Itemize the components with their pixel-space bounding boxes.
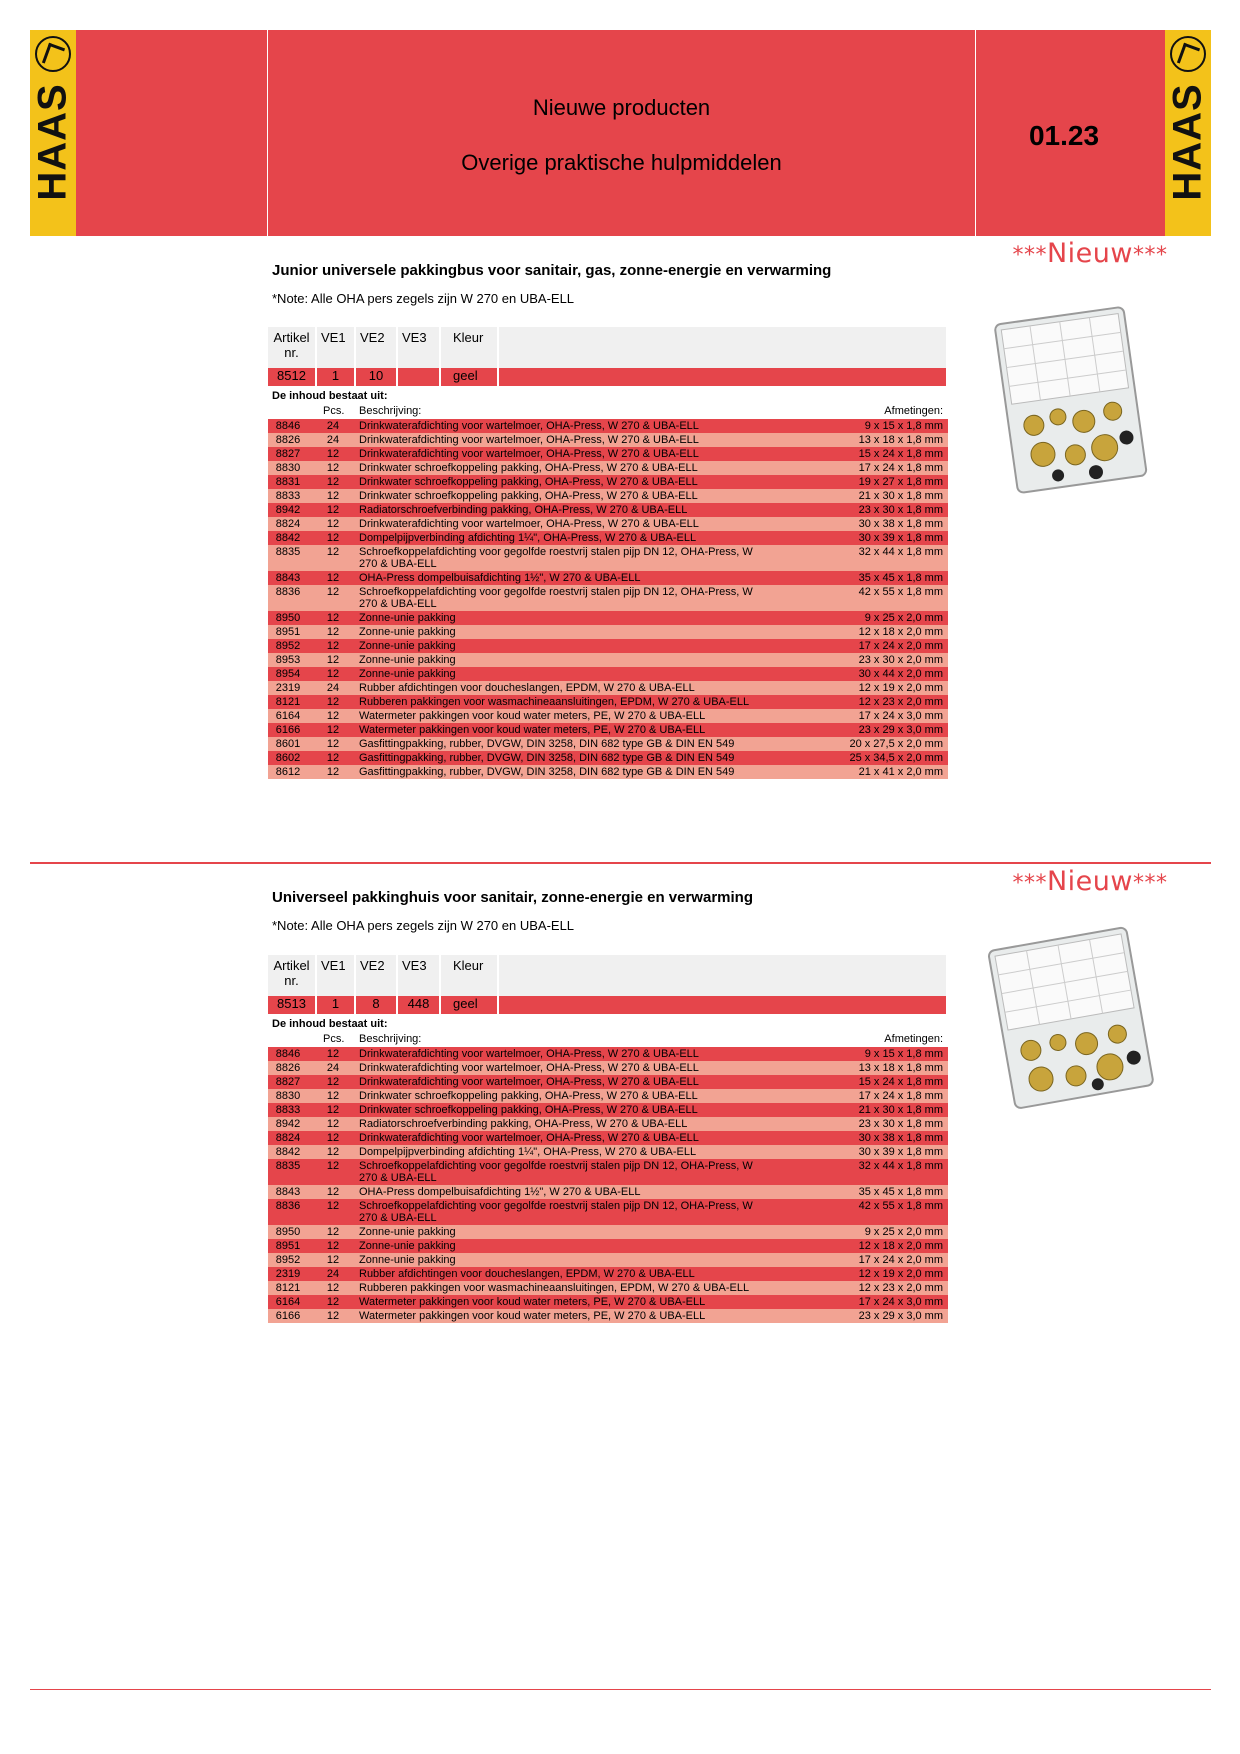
item-article: 8612 (275, 766, 301, 778)
contents-list (268, 1047, 948, 1323)
ve2-value: 8 (355, 996, 397, 1014)
table-row (268, 1131, 948, 1145)
article-table (268, 955, 948, 1014)
item-article: 8833 (275, 1104, 301, 1116)
table-row (268, 1309, 948, 1323)
haas-logo-right (1165, 30, 1211, 236)
item-dimensions: 25 x 34,5 x 2,0 mm (849, 752, 943, 764)
item-dimensions: 42 x 55 x 1,8 mm (858, 586, 943, 598)
section-note: *Note: Alle OHA pers zegels zijn W 270 en UBA-ELL (272, 291, 575, 306)
table-row (268, 1145, 948, 1159)
page-number: 01.23 (1028, 120, 1100, 151)
item-description: Zonne-unie pakking (359, 1226, 456, 1238)
table-row (268, 475, 948, 489)
logo-figure-icon (35, 36, 71, 72)
item-dimensions: 21 x 30 x 1,8 mm (858, 1104, 943, 1116)
item-dimensions: 17 x 24 x 3,0 mm (858, 710, 943, 722)
item-pcs: 12 (326, 1200, 340, 1212)
item-dimensions: 12 x 23 x 2,0 mm (858, 696, 943, 708)
item-pcs: 12 (326, 1296, 340, 1308)
item-description: Gasfittingpakking, rubber, DVGW, DIN 3258, DIN 682 type GB & DIN EN 549 (359, 752, 735, 764)
kleur-value: geel (440, 996, 498, 1014)
item-article: 8842 (275, 532, 301, 544)
item-article: 8833 (275, 490, 301, 502)
item-dimensions: 12 x 19 x 2,0 mm (858, 682, 943, 694)
item-dimensions: 23 x 29 x 3,0 mm (858, 1310, 943, 1322)
table-row (268, 1199, 948, 1225)
item-pcs: 12 (326, 724, 340, 736)
col-pcs: Pcs. (323, 1033, 345, 1045)
item-pcs: 12 (326, 1254, 340, 1266)
item-article: 8835 (275, 546, 301, 558)
item-article: 8942 (275, 1118, 301, 1130)
article-table (268, 327, 948, 386)
item-article: 2319 (275, 1268, 301, 1280)
haas-logo-left (30, 30, 76, 236)
table-row (268, 695, 948, 709)
header-divider (267, 30, 268, 236)
item-description: Drinkwater schroefkoppeling pakking, OHA-Press, W 270 & UBA-ELL (359, 462, 698, 474)
table-row (268, 1239, 948, 1253)
item-dimensions: 30 x 39 x 1,8 mm (858, 1146, 943, 1158)
kleur-value: geel (440, 368, 498, 386)
col-ve1: VE1 (316, 327, 355, 368)
item-description: Drinkwaterafdichting voor wartelmoer, OHA-Press, W 270 & UBA-ELL (359, 1076, 699, 1088)
item-dimensions: 12 x 18 x 2,0 mm (858, 1240, 943, 1252)
item-description: Drinkwaterafdichting voor wartelmoer, OHA-Press, W 270 & UBA-ELL (359, 1048, 699, 1060)
item-description: Schroefkoppelafdichting voor gegolfde roestvrij stalen pijp DN 12, OHA-Press, W 270 & UBA-ELL (359, 586, 753, 610)
item-description: Drinkwaterafdichting voor wartelmoer, OHA-Press, W 270 & UBA-ELL (359, 434, 699, 446)
item-description: Gasfittingpakking, rubber, DVGW, DIN 3258, DIN 682 type GB & DIN EN 549 (359, 766, 735, 778)
item-description: OHA-Press dompelbuisafdichting 1½", W 270 & UBA-ELL (359, 572, 641, 584)
col-kleur: Kleur (440, 955, 498, 996)
item-pcs: 12 (326, 668, 340, 680)
item-article: 6164 (275, 710, 301, 722)
table-row (268, 503, 948, 517)
table-row (268, 419, 948, 433)
item-pcs: 12 (326, 710, 340, 722)
item-dimensions: 32 x 44 x 1,8 mm (858, 546, 943, 558)
item-dimensions: 12 x 19 x 2,0 mm (858, 1268, 943, 1280)
item-article: 8952 (275, 640, 301, 652)
item-description: Drinkwater schroefkoppeling pakking, OHA-Press, W 270 & UBA-ELL (359, 490, 698, 502)
item-pcs: 12 (326, 654, 340, 666)
item-description: OHA-Press dompelbuisafdichting 1½", W 270 & UBA-ELL (359, 1186, 641, 1198)
col-dim: Afmetingen: (884, 1033, 943, 1045)
item-description: Drinkwaterafdichting voor wartelmoer, OHA-Press, W 270 & UBA-ELL (359, 420, 699, 432)
item-dimensions: 15 x 24 x 1,8 mm (858, 1076, 943, 1088)
item-article: 8831 (275, 476, 301, 488)
item-description: Schroefkoppelafdichting voor gegolfde roestvrij stalen pijp DN 12, OHA-Press, W 270 & UBA-ELL (359, 546, 753, 570)
item-article: 8954 (275, 668, 301, 680)
item-description: Radiatorschroefverbinding pakking, OHA-Press, W 270 & UBA-ELL (359, 504, 688, 516)
table-row (268, 751, 948, 765)
item-description: Zonne-unie pakking (359, 626, 456, 638)
item-pcs: 12 (326, 476, 340, 488)
ve1-value: 1 (316, 368, 355, 386)
col-kleur: Kleur (440, 327, 498, 368)
table-row (268, 1089, 948, 1103)
item-dimensions: 19 x 27 x 1,8 mm (858, 476, 943, 488)
item-pcs: 12 (326, 1104, 340, 1116)
col-desc: Beschrijving: (359, 1033, 422, 1045)
logo-text: HAAS (1165, 83, 1210, 201)
col-artikel: Artikel nr. (268, 955, 316, 996)
item-description: Watermeter pakkingen voor koud water meters, PE, W 270 & UBA-ELL (359, 1296, 706, 1308)
item-article: 8826 (275, 1062, 301, 1074)
table-row (268, 1281, 948, 1295)
table-row (268, 517, 948, 531)
item-article: 8836 (275, 586, 301, 598)
item-description: Schroefkoppelafdichting voor gegolfde roestvrij stalen pijp DN 12, OHA-Press, W 270 & UBA-ELL (359, 1160, 753, 1184)
table-row (268, 1159, 948, 1185)
item-dimensions: 9 x 15 x 1,8 mm (864, 1048, 943, 1060)
item-description: Watermeter pakkingen voor koud water meters, PE, W 270 & UBA-ELL (359, 1310, 706, 1322)
item-description: Drinkwaterafdichting voor wartelmoer, OHA-Press, W 270 & UBA-ELL (359, 1132, 699, 1144)
table-row (268, 625, 948, 639)
item-pcs: 12 (326, 532, 340, 544)
item-dimensions: 30 x 38 x 1,8 mm (858, 1132, 943, 1144)
item-dimensions: 9 x 25 x 2,0 mm (864, 1226, 943, 1238)
item-dimensions: 23 x 30 x 2,0 mm (858, 654, 943, 666)
table-row (268, 433, 948, 447)
table-row (268, 1103, 948, 1117)
item-article: 8950 (275, 612, 301, 624)
item-article: 6166 (275, 1310, 301, 1322)
item-pcs: 12 (326, 1076, 340, 1088)
table-row (268, 461, 948, 475)
item-pcs: 12 (326, 586, 340, 598)
item-article: 8836 (275, 1200, 301, 1212)
table-row (268, 1117, 948, 1131)
item-pcs: 12 (326, 504, 340, 516)
item-article: 8952 (275, 1254, 301, 1266)
item-pcs: 12 (326, 1282, 340, 1294)
table-row (268, 1267, 948, 1281)
table-row (268, 545, 948, 571)
item-description: Zonne-unie pakking (359, 612, 456, 624)
item-description: Zonne-unie pakking (359, 640, 456, 652)
table-row (268, 639, 948, 653)
item-dimensions: 9 x 25 x 2,0 mm (864, 612, 943, 624)
item-pcs: 12 (326, 1146, 340, 1158)
item-pcs: 24 (326, 434, 340, 446)
table-row (268, 653, 948, 667)
item-dimensions: 20 x 27,5 x 2,0 mm (849, 738, 943, 750)
item-article: 6166 (275, 724, 301, 736)
item-description: Rubber afdichtingen voor doucheslangen, EPDM, W 270 & UBA-ELL (359, 1268, 695, 1280)
item-dimensions: 23 x 30 x 1,8 mm (858, 504, 943, 516)
item-description: Drinkwaterafdichting voor wartelmoer, OHA-Press, W 270 & UBA-ELL (359, 518, 699, 530)
item-pcs: 12 (326, 448, 340, 460)
table-row (268, 709, 948, 723)
item-dimensions: 32 x 44 x 1,8 mm (858, 1160, 943, 1172)
item-dimensions: 17 x 24 x 1,8 mm (858, 1090, 943, 1102)
item-article: 8843 (275, 572, 301, 584)
col-desc: Beschrijving: (359, 405, 422, 417)
item-pcs: 12 (326, 696, 340, 708)
item-dimensions: 35 x 45 x 1,8 mm (858, 572, 943, 584)
item-description: Drinkwater schroefkoppeling pakking, OHA-Press, W 270 & UBA-ELL (359, 1104, 698, 1116)
ve2-value: 10 (355, 368, 397, 386)
item-pcs: 12 (326, 1186, 340, 1198)
col-ve2: VE2 (355, 327, 397, 368)
ve3-value (397, 368, 440, 386)
ve3-value: 448 (397, 996, 440, 1014)
item-pcs: 12 (326, 462, 340, 474)
item-article: 8830 (275, 1090, 301, 1102)
page-title: Nieuwe producten (532, 95, 711, 120)
item-pcs: 12 (326, 1240, 340, 1252)
item-pcs: 24 (326, 1062, 340, 1074)
section-title: Junior universele pakkingbus voor sanitair, gas, zonne-energie en verwarming (272, 262, 832, 279)
item-article: 8835 (275, 1160, 301, 1172)
item-pcs: 24 (326, 420, 340, 432)
table-row (268, 1061, 948, 1075)
item-description: Rubber afdichtingen voor doucheslangen, EPDM, W 270 & UBA-ELL (359, 682, 695, 694)
item-dimensions: 9 x 15 x 1,8 mm (864, 420, 943, 432)
item-description: Watermeter pakkingen voor koud water meters, PE, W 270 & UBA-ELL (359, 710, 706, 722)
logo-figure-icon (1170, 36, 1206, 72)
item-pcs: 12 (326, 1048, 340, 1060)
item-dimensions: 23 x 30 x 1,8 mm (858, 1118, 943, 1130)
table-row (268, 737, 948, 751)
logo-text: HAAS (30, 83, 75, 201)
table-row (268, 1253, 948, 1267)
item-description: Rubberen pakkingen voor wasmachineaansluitingen, EPDM, W 270 & UBA-ELL (359, 696, 750, 708)
item-description: Dompelpijpverbinding afdichting 1¼", OHA-Press, W 270 & UBA-ELL (359, 1146, 697, 1158)
col-pcs: Pcs. (323, 405, 345, 417)
item-article: 8827 (275, 448, 301, 460)
table-row (268, 611, 948, 625)
item-article: 2319 (275, 682, 301, 694)
item-dimensions: 13 x 18 x 1,8 mm (858, 1062, 943, 1074)
item-description: Watermeter pakkingen voor koud water meters, PE, W 270 & UBA-ELL (359, 724, 706, 736)
col-ve3: VE3 (397, 327, 440, 368)
contents-label: De inhoud bestaat uit: (272, 1018, 388, 1030)
col-dim: Afmetingen: (884, 405, 943, 417)
table-row (268, 667, 948, 681)
item-description: Rubberen pakkingen voor wasmachineaansluitingen, EPDM, W 270 & UBA-ELL (359, 1282, 750, 1294)
item-description: Drinkwater schroefkoppeling pakking, OHA-Press, W 270 & UBA-ELL (359, 1090, 698, 1102)
item-article: 8942 (275, 504, 301, 516)
item-pcs: 12 (326, 518, 340, 530)
item-dimensions: 13 x 18 x 1,8 mm (858, 434, 943, 446)
item-pcs: 24 (326, 1268, 340, 1280)
item-dimensions: 30 x 44 x 2,0 mm (858, 668, 943, 680)
table-row (268, 765, 948, 779)
col-ve1: VE1 (316, 955, 355, 996)
item-dimensions: 42 x 55 x 1,8 mm (858, 1200, 943, 1212)
col-ve2: VE2 (355, 955, 397, 996)
item-description: Zonne-unie pakking (359, 668, 456, 680)
page-subtitle: Overige praktische hulpmiddelen (461, 150, 782, 175)
new-badge: ***Nieuw*** (1012, 866, 1168, 897)
item-description: Zonne-unie pakking (359, 1254, 456, 1266)
item-pcs: 12 (326, 1160, 340, 1172)
item-description: Drinkwaterafdichting voor wartelmoer, OHA-Press, W 270 & UBA-ELL (359, 1062, 699, 1074)
item-description: Schroefkoppelafdichting voor gegolfde roestvrij stalen pijp DN 12, OHA-Press, W 270 & UBA-ELL (359, 1200, 753, 1224)
product-case-image (985, 918, 1155, 1113)
item-pcs: 12 (326, 626, 340, 638)
item-pcs: 12 (326, 612, 340, 624)
item-description: Zonne-unie pakking (359, 1240, 456, 1252)
article-number: 8512 (268, 368, 316, 386)
item-dimensions: 17 x 24 x 2,0 mm (858, 1254, 943, 1266)
item-article: 8601 (275, 738, 301, 750)
table-row (268, 1047, 948, 1061)
item-article: 6164 (275, 1296, 301, 1308)
table-row (268, 447, 948, 461)
col-ve3: VE3 (397, 955, 440, 996)
section-divider (30, 862, 1211, 864)
item-dimensions: 21 x 30 x 1,8 mm (858, 490, 943, 502)
item-pcs: 12 (326, 1132, 340, 1144)
item-pcs: 12 (326, 640, 340, 652)
item-pcs: 12 (326, 572, 340, 584)
item-dimensions: 23 x 29 x 3,0 mm (858, 724, 943, 736)
item-pcs: 12 (326, 766, 340, 778)
contents-columns (268, 405, 948, 419)
item-dimensions: 17 x 24 x 3,0 mm (858, 1296, 943, 1308)
table-row (268, 531, 948, 545)
table-row (268, 1075, 948, 1089)
item-article: 8121 (275, 696, 301, 708)
table-row (268, 571, 948, 585)
item-description: Radiatorschroefverbinding pakking, OHA-Press, W 270 & UBA-ELL (359, 1118, 688, 1130)
item-article: 8824 (275, 1132, 301, 1144)
new-badge: ***Nieuw*** (1012, 238, 1168, 269)
ve1-value: 1 (316, 996, 355, 1014)
item-pcs: 12 (326, 490, 340, 502)
item-description: Drinkwater schroefkoppeling pakking, OHA-Press, W 270 & UBA-ELL (359, 476, 698, 488)
item-dimensions: 21 x 41 x 2,0 mm (858, 766, 943, 778)
item-description: Zonne-unie pakking (359, 654, 456, 666)
item-article: 8846 (275, 1048, 301, 1060)
item-dimensions: 35 x 45 x 1,8 mm (858, 1186, 943, 1198)
table-row (268, 1225, 948, 1239)
item-dimensions: 30 x 39 x 1,8 mm (858, 532, 943, 544)
item-dimensions: 17 x 24 x 2,0 mm (858, 640, 943, 652)
item-pcs: 12 (326, 738, 340, 750)
item-article: 8826 (275, 434, 301, 446)
table-row (268, 723, 948, 737)
item-pcs: 12 (326, 752, 340, 764)
item-article: 8602 (275, 752, 301, 764)
item-article: 8830 (275, 462, 301, 474)
item-pcs: 12 (326, 1310, 340, 1322)
table-row (268, 681, 948, 695)
item-article: 8824 (275, 518, 301, 530)
item-article: 8953 (275, 654, 301, 666)
item-article: 8950 (275, 1226, 301, 1238)
contents-label: De inhoud bestaat uit: (272, 390, 388, 402)
item-description: Drinkwaterafdichting voor wartelmoer, OHA-Press, W 270 & UBA-ELL (359, 448, 699, 460)
contents-columns (268, 1033, 948, 1047)
item-dimensions: 12 x 18 x 2,0 mm (858, 626, 943, 638)
item-article: 8842 (275, 1146, 301, 1158)
item-pcs: 12 (326, 1226, 340, 1238)
item-pcs: 12 (326, 1118, 340, 1130)
item-pcs: 12 (326, 1090, 340, 1102)
col-artikel: Artikel nr. (268, 327, 316, 368)
table-row (268, 489, 948, 503)
item-article: 8843 (275, 1186, 301, 1198)
item-dimensions: 15 x 24 x 1,8 mm (858, 448, 943, 460)
item-article: 8846 (275, 420, 301, 432)
item-pcs: 12 (326, 546, 340, 558)
section-note: *Note: Alle OHA pers zegels zijn W 270 en UBA-ELL (272, 918, 575, 933)
table-row (268, 1185, 948, 1199)
table-row (268, 1295, 948, 1309)
item-dimensions: 12 x 23 x 2,0 mm (858, 1282, 943, 1294)
item-article: 8951 (275, 626, 301, 638)
contents-list (268, 419, 948, 779)
item-article: 8827 (275, 1076, 301, 1088)
item-dimensions: 30 x 38 x 1,8 mm (858, 518, 943, 530)
item-article: 8121 (275, 1282, 301, 1294)
item-pcs: 24 (326, 682, 340, 694)
section-title: Universeel pakkinghuis voor sanitair, zonne-energie en verwarming (272, 889, 753, 906)
footer-divider (30, 1689, 1211, 1690)
item-description: Dompelpijpverbinding afdichting 1¼", OHA-Press, W 270 & UBA-ELL (359, 532, 697, 544)
article-number: 8513 (268, 996, 316, 1014)
table-row (268, 585, 948, 611)
item-description: Gasfittingpakking, rubber, DVGW, DIN 3258, DIN 682 type GB & DIN EN 549 (359, 738, 735, 750)
item-dimensions: 17 x 24 x 1,8 mm (858, 462, 943, 474)
product-case-image (985, 295, 1155, 500)
item-article: 8951 (275, 1240, 301, 1252)
